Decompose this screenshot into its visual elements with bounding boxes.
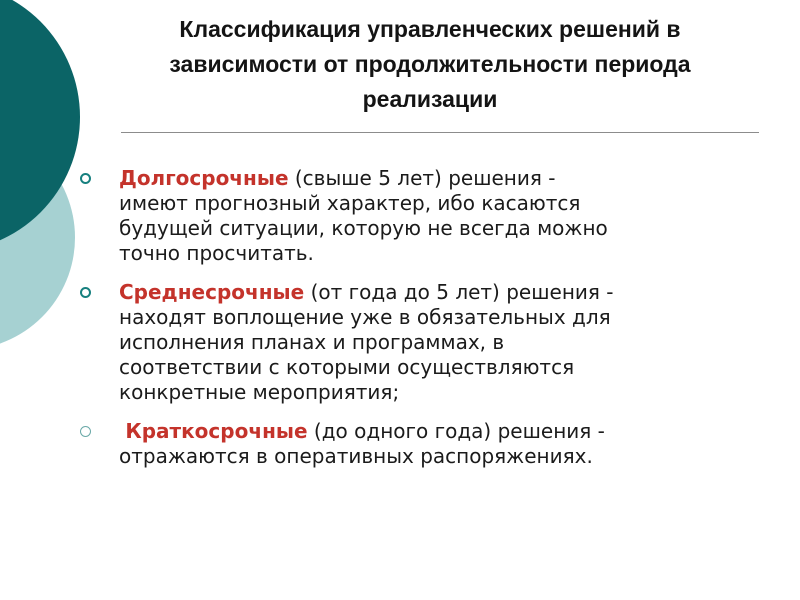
item-first-line — [119, 419, 780, 444]
circle-bullet-icon — [80, 287, 91, 298]
item-line: имеют прогнозный характер, ибо касаются — [119, 191, 581, 215]
slide-title — [60, 12, 800, 117]
title-divider — [121, 132, 759, 133]
title-line: реализации — [362, 86, 498, 112]
item-line: конкретные мероприятия; — [119, 380, 400, 404]
item-line: точно просчитать. — [119, 241, 314, 265]
circle-bullet-icon — [80, 426, 91, 437]
list-item-short-term — [80, 419, 780, 469]
circle-bullet-icon — [80, 173, 91, 184]
list-item-long-term — [80, 166, 780, 266]
item-term: Среднесрочные — [119, 280, 305, 304]
bullet-list — [80, 166, 780, 483]
title-line: зависимости от продолжительности периода — [169, 51, 691, 77]
item-term: Краткосрочные — [125, 419, 308, 443]
item-term-rest: (от года до 5 лет) решения - — [304, 280, 614, 304]
item-term-rest: (до одного года) решения - — [307, 419, 605, 443]
item-term: Долгосрочные — [119, 166, 289, 190]
item-line: будущей ситуации, которую не всегда можно — [119, 216, 608, 240]
title-line: Классификация управленческих решений в — [179, 16, 681, 42]
item-line: отражаются в оперативных распоряжениях. — [119, 444, 593, 468]
item-first-line — [119, 166, 780, 191]
list-item-medium-term — [80, 280, 780, 405]
item-line: находят воплощение уже в обязательных для — [119, 305, 611, 329]
item-term-rest: (свыше 5 лет) решения - — [288, 166, 556, 190]
item-line: исполнения планах и программах, в — [119, 330, 505, 354]
item-first-line — [119, 280, 780, 305]
item-line: соответствии с которыми осуществляются — [119, 355, 575, 379]
